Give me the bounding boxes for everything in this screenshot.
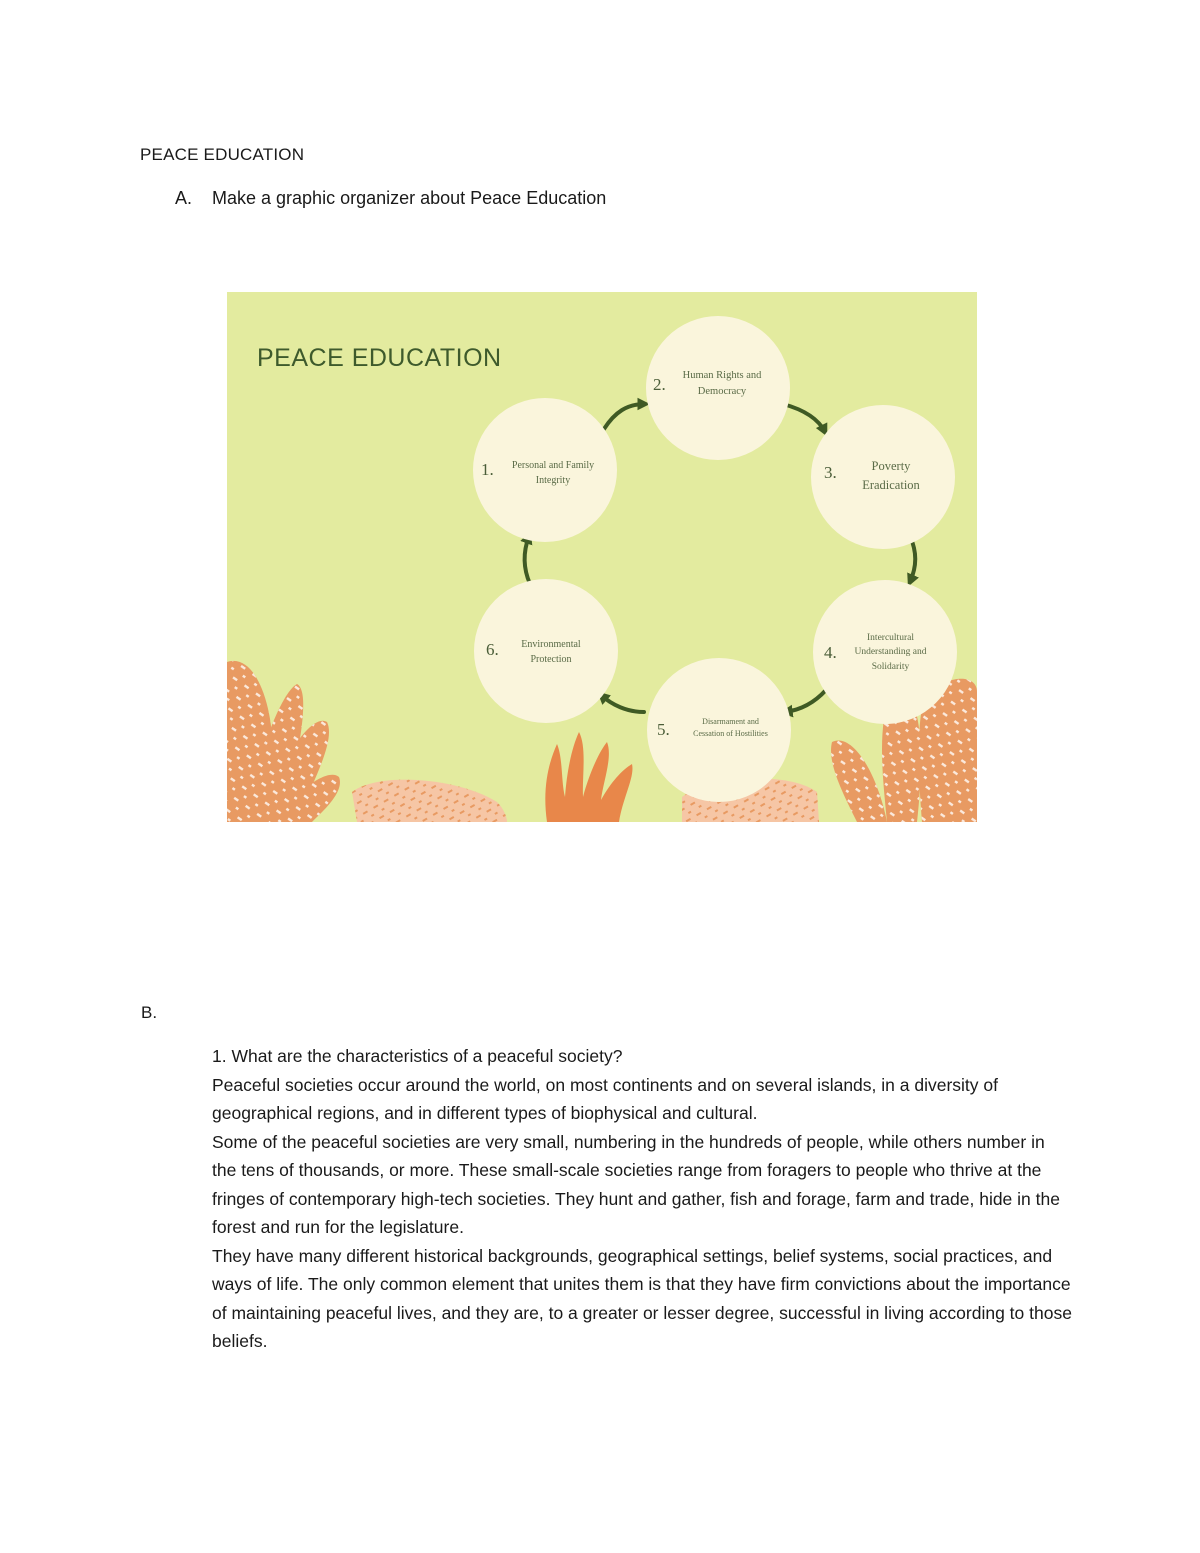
item-a-marker: A. — [175, 188, 193, 208]
answer-paragraph-3: They have many different historical backgrounds, geographical settings, belief systems, social practices, and ways of life. The only common element that unites them is that they have firm convictions about the importance of maintaining peaceful lives, and they are, to a greater or lesser degree, successful in living according to those beliefs. — [212, 1245, 1072, 1351]
node-label: Personal and Family Integrity — [511, 460, 595, 486]
node-label: Disarmament and Cessation of Hostilities — [693, 717, 768, 738]
node-number: 2. — [653, 375, 666, 394]
node-number: 5. — [657, 720, 670, 739]
question-text: 1. What are the characteristics of a peaceful society? — [212, 1046, 623, 1066]
node-number: 4. — [824, 643, 837, 662]
item-a — [175, 188, 606, 209]
node-label: Environmental Protection — [521, 639, 581, 665]
answer-paragraph-2: Some of the peaceful societies are very small, numbering in the hundreds of people, while others number in the tens of thousands, or more. These small-scale societies range from foragers to people who thrive at the fringes of contemporary high-tech societies. They hunt and gather, fish and forage, farm and trade, hide in the forest and run for the legislature. — [212, 1131, 1060, 1237]
arrow-1-to-2 — [604, 404, 645, 429]
node-label: Human Rights and Democracy — [682, 370, 762, 397]
rock-left-decoration — [352, 780, 507, 822]
node-intercultural-understanding-solidarity — [813, 580, 957, 724]
arrow-2-to-3 — [783, 404, 825, 432]
graphic-organizer — [227, 292, 977, 822]
answer-paragraph-1: Peaceful societies occur around the world, on most continents and on several islands, in a diversity of geographical regions, and in different types of biophysical and cultural. — [212, 1074, 998, 1123]
organizer-title: PEACE EDUCATION — [257, 344, 502, 372]
leaf-left-decoration — [227, 661, 340, 822]
node-label: Poverty Eradication — [862, 459, 920, 492]
hand-plant-decoration — [545, 732, 632, 822]
node-number: 3. — [824, 463, 837, 482]
node-poverty-eradication — [811, 405, 955, 549]
node-label: Intercultural Understanding and Solidarity — [854, 633, 927, 672]
arrow-4-to-5 — [785, 690, 826, 712]
node-number: 6. — [486, 640, 499, 659]
node-environmental-protection — [474, 579, 618, 723]
node-number: 1. — [481, 460, 494, 479]
item-a-text: Make a graphic organizer about Peace Education — [212, 188, 607, 208]
answer-section — [212, 1042, 1072, 1356]
item-b-marker: B. — [141, 1003, 158, 1022]
arrow-6-to-1 — [525, 536, 530, 584]
arrow-5-to-6 — [601, 695, 644, 712]
document-title: PEACE EDUCATION — [140, 145, 305, 164]
node-human-rights-democracy — [646, 316, 790, 460]
node-personal-family-integrity — [473, 398, 617, 542]
node-disarmament-cessation-hostilities — [647, 658, 791, 802]
